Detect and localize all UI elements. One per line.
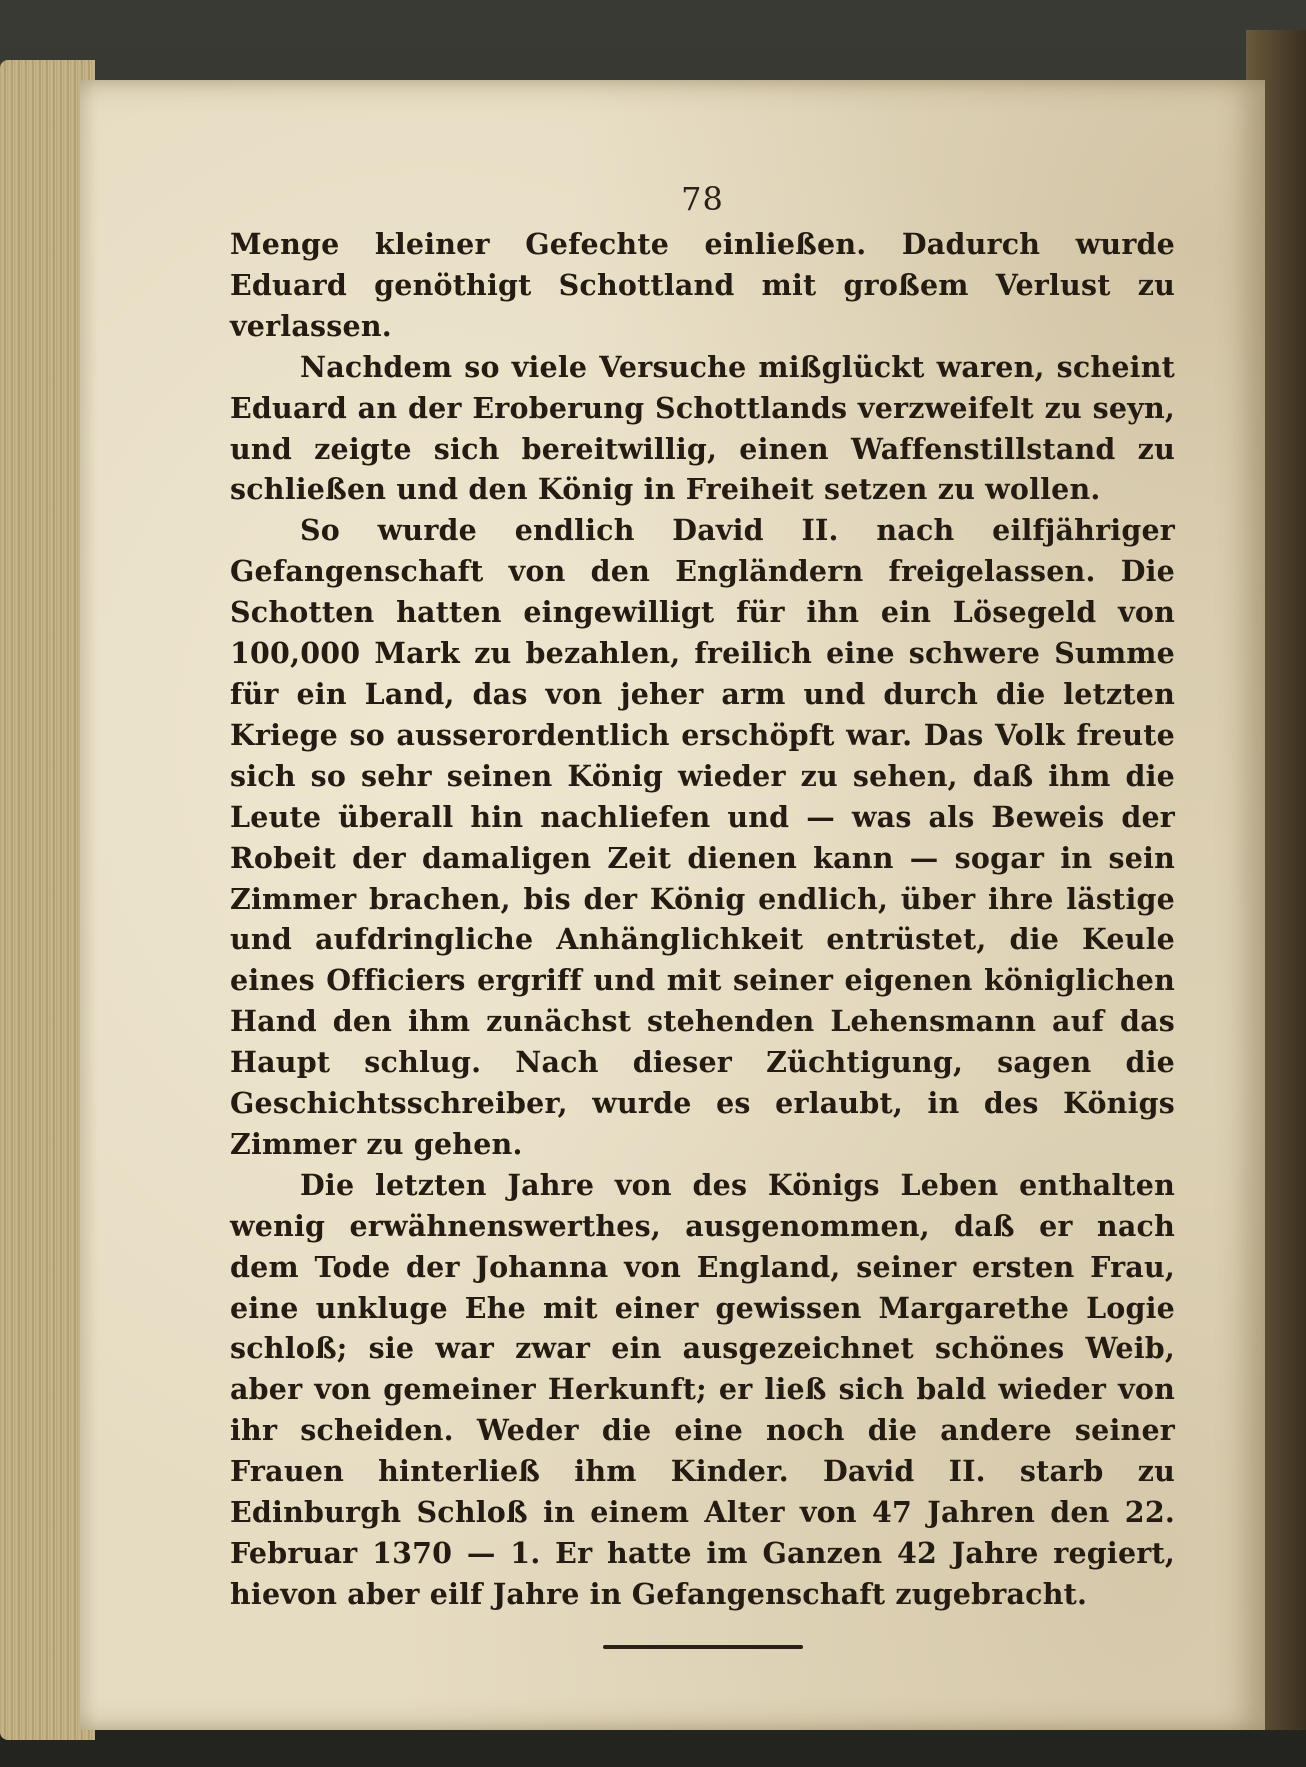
paragraph-4: Die letzten Jahre von des Königs Leben enthalten wenig erwähnenswerthes, ausgenommen, daß er nach dem Tode der Johanna von England, seiner ersten Frau, eine unkluge Ehe mit einer gewissen Margarethe Logie schloß; sie war zwar ein ausgezeichnet schönes Weib, aber von gemeiner Herkunft; er ließ sich bald wieder von ihr scheiden. Weder die eine noch die andere seiner Frauen hinterließ ihm Kinder. David II. starb zu Edinburgh Schloß in einem Alter von 47 Jahren den 22. Februar 1370 — 1. Er hatte im Ganzen 42 Jahre regiert, hievon aber eilf Jahre in Gefangenschaft zugebracht. bbox=[230, 1167, 1175, 1611]
paragraph-1: Menge kleiner Gefechte einließen. Dadurch wurde Eduard genöthigt Schottland mit großem Verlust zu verlassen. bbox=[230, 227, 1175, 343]
body-text bbox=[230, 224, 1175, 1615]
paragraph-3: So wurde endlich David II. nach eilfjähriger Gefangenschaft von den Engländern freigelassen. Die Schotten hatten eingewilligt für ihn ein Lösegeld von 100,000 Mark zu bezahlen, freilich eine schwere Summe für ein Land, das von jeher arm und durch die letzten Kriege so ausserordentlich erschöpft war. Das Volk freute sich so sehr seinen König wieder zu sehen, daß ihm die Leute überall hin nachliefen und — was als Beweis der Robeit der damaligen Zeit dienen kann — sogar in sein Zimmer brachen, bis der König endlich, über ihre lästige und aufdringliche Anhänglichkeit entrüstet, die Keule eines Officiers ergriff und mit seiner eigenen königlichen Hand den ihm zunächst stehenden Lehensmann auf das Haupt schlug. Nach dieser Züchtigung, sagen die Geschichtsschreiber, wurde es erlaubt, in des Königs Zimmer zu gehen. bbox=[230, 513, 1175, 1161]
book-page bbox=[80, 80, 1265, 1730]
page-content bbox=[230, 180, 1175, 1649]
closing-rule bbox=[603, 1645, 803, 1649]
page-number: 78 bbox=[681, 180, 724, 218]
paragraph-2: Nachdem so viele Versuche mißglückt waren, scheint Eduard an der Eroberung Schottlands verzweifelt zu seyn, und zeigte sich bereitwillig, einen Waffenstillstand zu schließen und den König in Freiheit setzen zu wollen. bbox=[230, 349, 1175, 507]
